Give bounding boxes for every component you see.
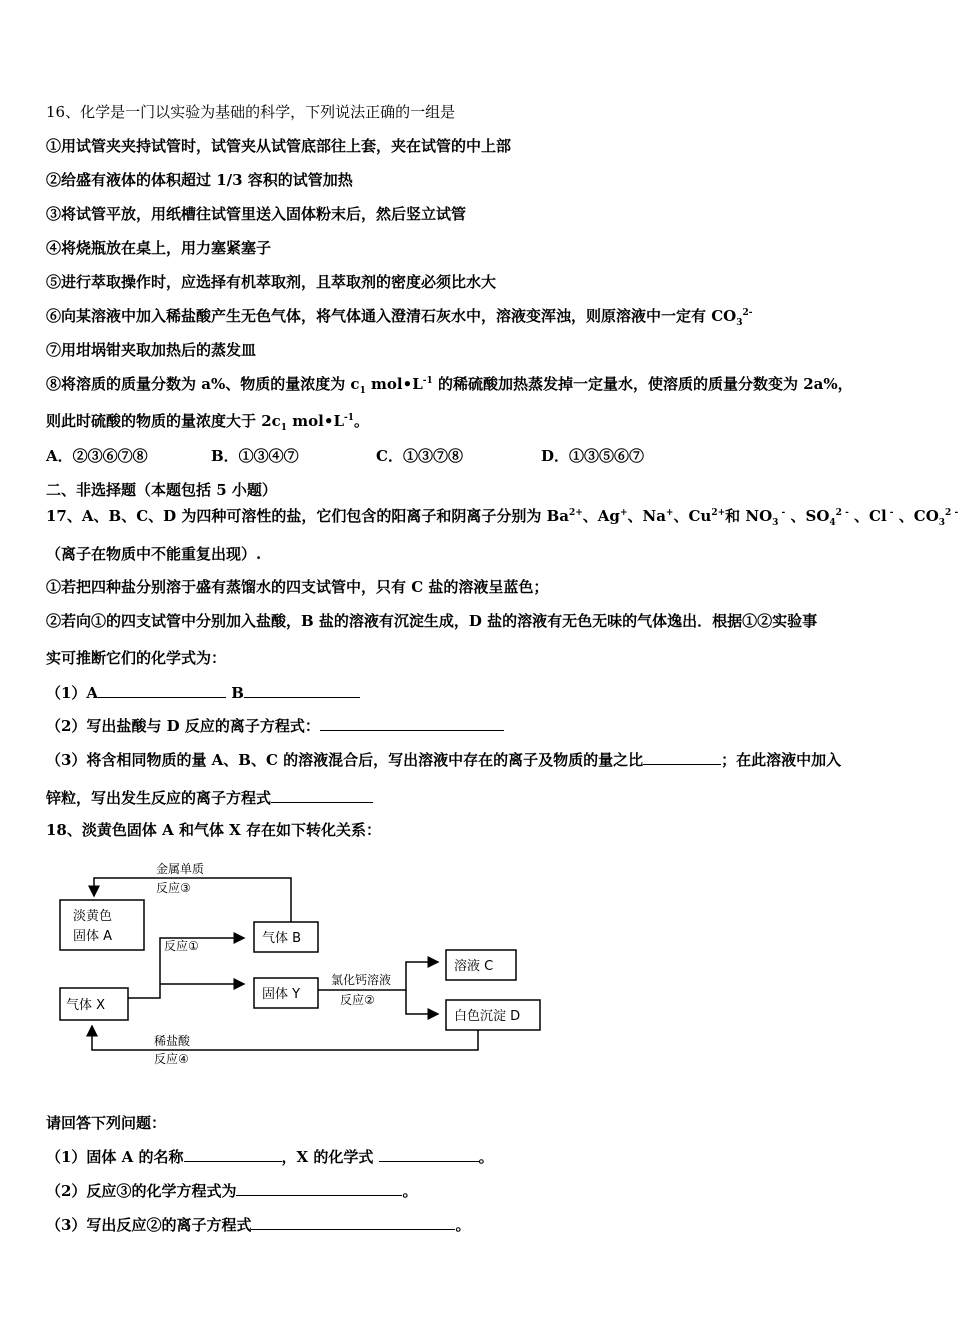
q16-stem: 16、化学是一门以实验为基础的科学，下列说法正确的一组是	[46, 103, 456, 121]
answer-blank-x-formula[interactable]	[379, 1146, 479, 1162]
box-c-label: 溶液 C	[454, 959, 494, 974]
option-b[interactable]: B．①③④⑦	[211, 447, 299, 465]
q16-item-3: ③将试管平放，用纸槽往试管里送入固体粉末后，然后竖立试管	[46, 205, 467, 223]
option-d[interactable]: D．①③⑤⑥⑦	[541, 447, 645, 465]
q18-stem: 18、淡黄色固体 A 和气体 X 存在如下转化关系：	[46, 821, 382, 839]
box-b-label: 气体 B	[262, 931, 302, 946]
q17-part-2: （2）写出盐酸与 D 反应的离子方程式：	[46, 715, 504, 736]
box-a-line1: 淡黄色	[73, 909, 113, 924]
q16-item-8-cont: 则此时硫酸的物质的量浓度大于 $2c_1$ $mol•L^{-1}$。	[46, 412, 370, 433]
q18-ask: 请回答下列问题：	[46, 1114, 167, 1132]
section-heading: 二、非选择题（本题包括 5 小题）	[46, 481, 277, 499]
q16-options	[46, 446, 644, 466]
q16-item-8: ⑧将溶质的质量分数为 a%、物质的量浓度为 $c_1$ $mol•L^{-1}$ 的稀硫酸加热蒸发掉一定量水，使溶质的质量分数变为 2a%，	[46, 375, 853, 396]
answer-blank-zinc-eq[interactable]	[271, 787, 373, 803]
answer-blank-ratio[interactable]	[643, 749, 721, 765]
box-a-line2: 固体 A	[73, 929, 113, 944]
q17-part-1: （1）A B	[46, 682, 360, 703]
q16-item-2: ②给盛有液体的体积超过 1/3 容积的试管加热	[46, 171, 353, 189]
answer-blank-reaction-3[interactable]	[236, 1180, 402, 1196]
q18-part-2: （2）反应③的化学方程式为 。	[46, 1182, 418, 1200]
reaction-3-label: 反应③	[156, 881, 191, 895]
reaction-1-label: 反应①	[164, 939, 199, 953]
box-x-label: 气体 X	[66, 998, 106, 1013]
option-a[interactable]: A．②③⑥⑦⑧	[46, 447, 148, 465]
answer-blank-a-name[interactable]	[184, 1146, 282, 1162]
q17-statement-2: ②若向①的四支试管中分别加入盐酸，B 盐的溶液有沉淀生成，D 盐的溶液有无色无味的气体逸出．根据①②实验事	[46, 612, 818, 630]
q17-stem: 17、A、B、C、D 为四种可溶性的盐，它们包含的阳离子和阴离子分别为 $Ba^{2+}$、Ag+、Na+、$Cu^{2+}$和 $NO_3$ - 、$SO_4^{2 -}$ 、Cl - 、$CO_3^{2 -}$	[46, 507, 958, 528]
box-y-label: 固体 Y	[262, 987, 301, 1002]
q16-item-4: ④将烧瓶放在桌上，用力塞紧塞子	[46, 239, 272, 257]
q16-item-5: ⑤进行萃取操作时，应选择有机萃取剂，且萃取剂的密度必须比水大	[46, 273, 497, 291]
reaction-2-reagent: 氯化钙溶液	[331, 973, 392, 987]
reaction-2-label: 反应②	[340, 993, 375, 1007]
answer-blank-a[interactable]	[98, 682, 226, 698]
answer-blank-ionic-eq[interactable]	[320, 715, 504, 731]
q16-item-7: ⑦用坩埚钳夹取加热后的蒸发皿	[46, 341, 257, 359]
q17-part-3: （3）将含相同物质的量 A、B、C 的溶液混合后，写出溶液中存在的离子及物质的量之比 ；在此溶液中加入	[46, 751, 842, 769]
option-c[interactable]: C．①③⑦⑧	[376, 447, 463, 465]
answer-blank-b[interactable]	[244, 682, 360, 698]
q17-part-3-cont: 锌粒，写出发生反应的离子方程式	[46, 787, 373, 808]
q16-item-1: ①用试管夹夹持试管时，试管夹从试管底部往上套，夹在试管的中上部	[46, 137, 512, 155]
reaction-4-reagent: 稀盐酸	[154, 1034, 191, 1048]
q18-part-1: （1）固体 A 的名称 ，X 的化学式 。	[46, 1148, 494, 1166]
q18-part-3: （3）写出反应②的离子方程式 。	[46, 1216, 471, 1234]
q17-note: （离子在物质中不能重复出现）.	[46, 545, 262, 563]
box-d-label: 白色沉淀 D	[454, 1009, 521, 1024]
reaction-3-reagent: 金属单质	[156, 862, 205, 876]
answer-blank-reaction-2[interactable]	[251, 1214, 455, 1230]
q17-statement-2-cont: 实可推断它们的化学式为：	[46, 649, 227, 667]
reaction-diagram	[48, 858, 548, 1068]
q17-statement-1: ①若把四种盐分别溶于盛有蒸馏水的四支试管中，只有 C 盐的溶液呈蓝色；	[46, 578, 549, 596]
q16-item-6: ⑥向某溶液中加入稀盐酸产生无色气体，将气体通入澄清石灰水中，溶液变浑浊，则原溶液中一定有 $CO_3^{2-}$	[46, 307, 753, 328]
reaction-4-label: 反应④	[154, 1052, 189, 1066]
